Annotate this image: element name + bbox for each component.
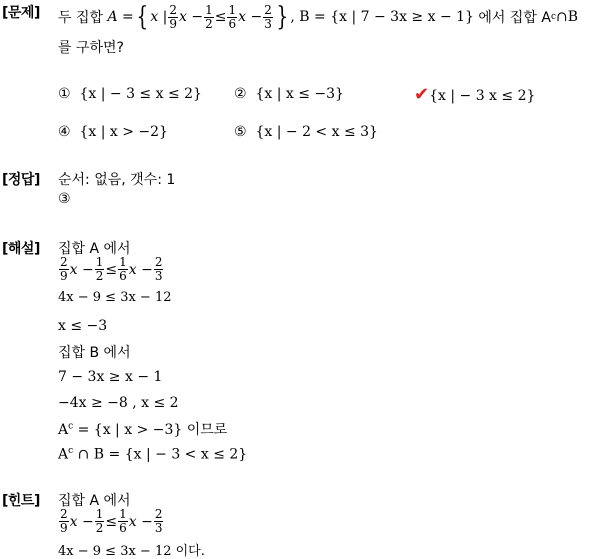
explanation-line-4: x ≤ −3 bbox=[58, 318, 108, 334]
explanation-line-3: 4x − 9 ≤ 3x − 12 bbox=[58, 290, 172, 305]
problem-label: [문제] bbox=[2, 5, 40, 21]
problem-intro: 두 집합 bbox=[58, 10, 104, 26]
explanation-line-7: −4x ≥ −8 , x ≤ 2 bbox=[58, 395, 179, 411]
set-b-definition: , B = {x | 7 − 3x ≥ x − 1} bbox=[290, 9, 474, 25]
set-a-prefix: A = bbox=[107, 9, 134, 25]
explanation-line-1: 집합 A 에서 bbox=[58, 241, 131, 257]
answer-order-count: 순서: 없음, 갯수: 1 bbox=[58, 172, 176, 188]
hint-line-2: $\frac{2}{9}$ x − $\frac{1}{2}$ ≤ $\frac{1}{6}$ x − $\frac{2}{3}$ bbox=[60, 507, 163, 535]
answer-label: [정답] bbox=[2, 172, 40, 188]
fraction-2-9: $\frac{2}{9}$ bbox=[169, 2, 178, 31]
explanation-line-6: 7 − 3x ≥ x − 1 bbox=[58, 369, 163, 385]
hint-line-1: 집합 A 에서 bbox=[58, 493, 131, 509]
fraction-1-6: $\frac{1}{6}$ bbox=[228, 2, 237, 31]
answer-choice: ③ bbox=[58, 191, 71, 207]
hint-label: [힌트] bbox=[2, 493, 40, 509]
explanation-line-9: $A^c$ ∩ B = {x | − 3 < x ≤ 2} bbox=[58, 446, 248, 463]
problem-question: 를 구하면? bbox=[58, 40, 124, 56]
hint-line-3: 4x − 9 ≤ 3x − 12 이다. bbox=[58, 544, 205, 559]
explanation-line-8: $A^c = \{x$ | x > −3} 이므로 bbox=[58, 421, 228, 438]
explanation-label: [해설] bbox=[2, 241, 40, 257]
option-3[interactable]: ✔{x | − 3 x ≤ 2} bbox=[414, 84, 536, 105]
explanation-line-5: 집합 B 에서 bbox=[58, 345, 131, 361]
left-brace: { bbox=[136, 2, 148, 32]
right-brace: } bbox=[276, 2, 288, 32]
option-5[interactable]: ⑤ {x | − 2 < x ≤ 3} bbox=[234, 124, 378, 140]
set-a-inner: x | bbox=[150, 9, 168, 25]
option-2[interactable]: ② {x | x ≤ −3} bbox=[234, 86, 344, 102]
problem-statement: 두 집합 A = { x | $\frac{2}{9}$ x − $\frac{1}{2}$ ≤ $\frac{1}{6}$ x − $\frac{2}{3}$ } , B = {x | 7 − 3x ≥ x − 1} 에서 집합 A c ∩B bbox=[58, 2, 579, 32]
option-4[interactable]: ④ {x | x > −2} bbox=[58, 124, 168, 140]
option-1[interactable]: ① {x | − 3 ≤ x ≤ 2} bbox=[58, 86, 202, 102]
explanation-line-2: $\frac{2}{9}$ x − $\frac{1}{2}$ ≤ $\frac{1}{6}$ x − $\frac{2}{3}$ bbox=[60, 255, 163, 283]
fraction-1-2: $\frac{1}{2}$ bbox=[205, 2, 213, 31]
fraction-2-3: $\frac{2}{3}$ bbox=[264, 2, 272, 31]
checkmark-icon: ✔ bbox=[414, 84, 430, 105]
